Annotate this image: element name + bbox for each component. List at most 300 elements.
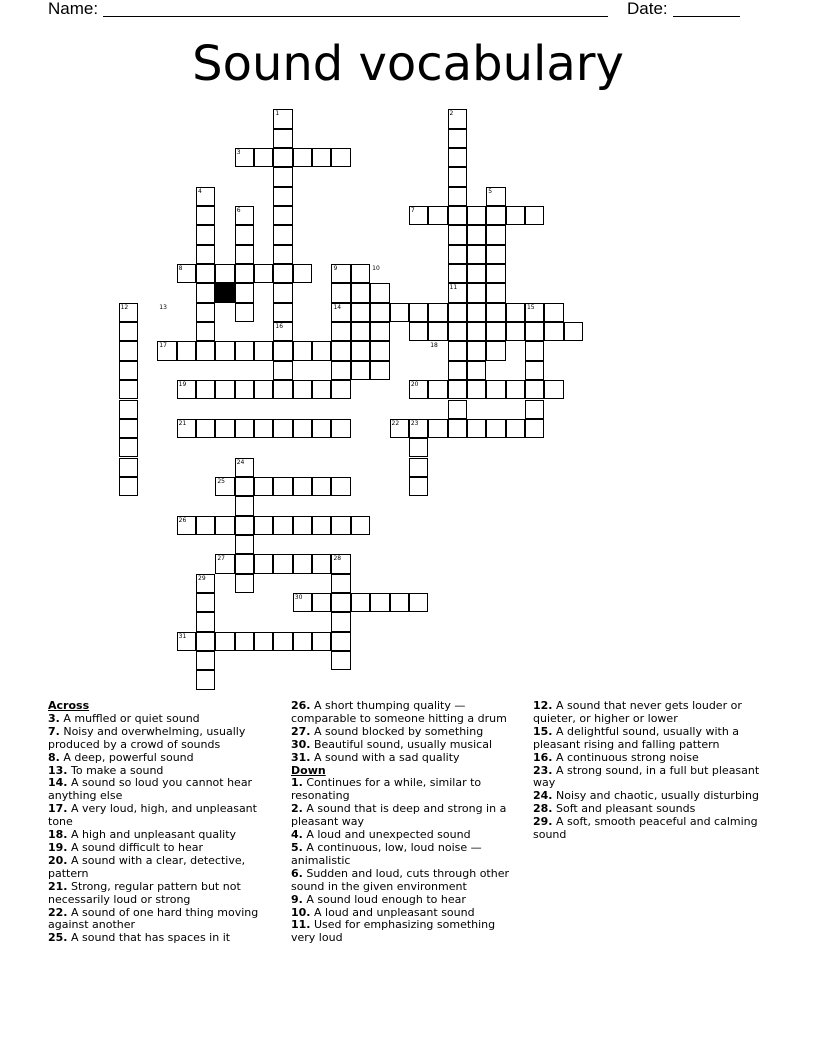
grid-cell[interactable] <box>448 322 467 341</box>
grid-cell[interactable] <box>312 554 331 573</box>
clue-text: A very loud, high, and unpleasant tone <box>48 802 257 829</box>
clue-text: A sound that never gets louder or quieter, or higher or lower <box>533 699 742 725</box>
clue <box>48 932 278 945</box>
grid-cell[interactable] <box>119 361 138 380</box>
grid-cell[interactable] <box>215 516 234 535</box>
grid-cell[interactable] <box>351 322 370 341</box>
grid-cell[interactable] <box>235 264 254 283</box>
grid-cell[interactable] <box>196 380 215 399</box>
clue-number: 31 <box>178 632 187 640</box>
grid-cell[interactable] <box>196 303 215 322</box>
grid-cell[interactable] <box>564 322 583 341</box>
grid-cell[interactable] <box>273 264 292 283</box>
clue-number-label: 3. <box>48 711 60 725</box>
grid-cell[interactable] <box>486 225 505 244</box>
grid-cell[interactable] <box>331 283 350 302</box>
clue-number-label: 13. <box>48 763 68 777</box>
clue-text: A soft, smooth peaceful and calming sound <box>533 815 758 842</box>
clue-number: 24 <box>236 458 245 466</box>
grid-cell[interactable] <box>254 264 273 283</box>
grid-cell[interactable] <box>235 496 254 515</box>
clue-number: 21 <box>178 419 187 427</box>
grid-cell[interactable] <box>428 303 447 322</box>
grid-cell[interactable] <box>119 458 138 477</box>
clue-text: A short thumping quality — comparable to someone hitting a drum <box>291 699 507 725</box>
grid-cell[interactable] <box>467 206 486 225</box>
grid-cell[interactable] <box>273 477 292 496</box>
clues-column-3 <box>533 700 763 842</box>
grid-cell[interactable] <box>215 380 234 399</box>
grid-cell[interactable] <box>119 419 138 438</box>
grid-cell[interactable] <box>467 361 486 380</box>
grid-cell[interactable] <box>196 632 215 651</box>
clue-number: 30 <box>294 594 303 601</box>
grid-cell[interactable] <box>331 148 350 167</box>
grid-cell[interactable] <box>273 148 292 167</box>
clue <box>533 765 763 791</box>
grid-cell[interactable] <box>370 283 389 302</box>
clue-number-label: 2. <box>291 802 303 816</box>
grid-cell[interactable] <box>254 419 273 438</box>
clue-number: 14 <box>333 303 342 311</box>
black-square <box>215 283 234 302</box>
across-clue-list <box>48 713 278 945</box>
grid-cell[interactable] <box>273 632 292 651</box>
grid-cell[interactable] <box>409 438 428 457</box>
grid-cell[interactable] <box>235 477 254 496</box>
grid-cell[interactable] <box>273 283 292 302</box>
clue-text: Continues for a while, similar to resonating <box>291 776 482 803</box>
grid-cell[interactable] <box>273 554 292 573</box>
grid-cell[interactable] <box>273 341 292 360</box>
grid-cell[interactable] <box>467 245 486 264</box>
grid-cell[interactable] <box>486 341 505 360</box>
grid-cell[interactable] <box>254 380 273 399</box>
clue-number: 11 <box>449 284 458 292</box>
grid-cell[interactable] <box>312 516 331 535</box>
grid-cell[interactable] <box>196 341 215 360</box>
grid-cell[interactable] <box>390 593 409 612</box>
clue-text: A sound loud enough to hear <box>302 892 466 906</box>
grid-cell[interactable] <box>331 574 350 593</box>
clue-text: A delightful sound, usually with a pleasant rising and falling pattern <box>533 724 740 751</box>
clue-number-label: 4. <box>291 828 303 842</box>
clue-number: 17 <box>159 342 167 350</box>
grid-cell[interactable] <box>254 341 273 360</box>
grid-cell[interactable] <box>351 303 370 322</box>
clue-number: 6 <box>236 207 241 214</box>
grid-cell[interactable] <box>351 593 370 612</box>
clue-text: A sound with a clear, detective, pattern <box>48 853 246 880</box>
grid-cell[interactable] <box>331 380 350 399</box>
clue-text: Strong, regular pattern but not necessarily loud or strong <box>48 879 241 906</box>
grid-cell[interactable] <box>235 341 254 360</box>
clue-number: 12 <box>120 303 129 311</box>
grid-cell[interactable] <box>506 380 525 399</box>
grid-cell[interactable] <box>196 322 215 341</box>
grid-cell[interactable] <box>409 322 428 341</box>
clue-number: 23 <box>410 419 419 427</box>
grid-cell[interactable] <box>486 283 505 302</box>
clue-number-label: 22. <box>48 905 68 919</box>
grid-cell[interactable] <box>525 361 544 380</box>
clue-number-label: 1. <box>291 776 303 790</box>
grid-cell[interactable] <box>467 283 486 302</box>
grid-cell[interactable] <box>273 245 292 264</box>
clue-number: 19 <box>178 381 187 389</box>
grid-cell[interactable] <box>486 380 505 399</box>
grid-cell[interactable] <box>506 303 525 322</box>
name-label: Name: <box>48 0 99 18</box>
clue-number-label: 14. <box>48 776 68 790</box>
grid-cell[interactable] <box>448 419 467 438</box>
grid-cell[interactable] <box>293 554 312 573</box>
grid-cell[interactable] <box>312 380 331 399</box>
grid-cell[interactable] <box>235 516 254 535</box>
clue <box>533 700 763 726</box>
clue-number: 28 <box>333 555 342 563</box>
clue-number: 9 <box>333 265 338 273</box>
grid-cell[interactable] <box>448 167 467 186</box>
grid-cell[interactable] <box>312 632 331 651</box>
grid-cell[interactable] <box>119 400 138 419</box>
grid-cell[interactable] <box>312 341 331 360</box>
clue-number: 25 <box>217 477 225 485</box>
grid-cell[interactable] <box>215 264 234 283</box>
clue-number: 29 <box>198 574 206 582</box>
clue-number: 13 <box>159 303 167 311</box>
grid-cell[interactable] <box>544 380 563 399</box>
clue-number-label: 10. <box>291 905 311 919</box>
grid-cell[interactable] <box>506 206 525 225</box>
grid-cell[interactable] <box>235 419 254 438</box>
grid-cell[interactable] <box>293 264 312 283</box>
clue <box>48 777 278 803</box>
grid-cell[interactable] <box>428 206 447 225</box>
clue-number-label: 28. <box>533 802 553 816</box>
grid-cell[interactable] <box>525 419 544 438</box>
grid-cell[interactable] <box>448 380 467 399</box>
grid-cell[interactable] <box>177 341 196 360</box>
clue-number-label: 29. <box>533 815 553 829</box>
grid-cell[interactable] <box>331 516 350 535</box>
clue-number-label: 23. <box>533 763 553 777</box>
grid-cell[interactable] <box>486 419 505 438</box>
grid-cell[interactable] <box>196 651 215 670</box>
grid-cell[interactable] <box>312 477 331 496</box>
grid-cell[interactable] <box>544 303 563 322</box>
grid-cell[interactable] <box>273 225 292 244</box>
grid-cell[interactable] <box>196 206 215 225</box>
grid-cell[interactable] <box>409 477 428 496</box>
grid-cell[interactable] <box>525 380 544 399</box>
clue-number: 10 <box>372 265 380 273</box>
clue-number: 22 <box>391 419 400 427</box>
clue-number: 20 <box>410 381 419 389</box>
down-heading: Down <box>291 763 326 777</box>
clue-text: A continuous strong noise <box>552 750 699 764</box>
grid-cell[interactable] <box>409 458 428 477</box>
grid-cell[interactable] <box>448 400 467 419</box>
grid-cell[interactable] <box>215 632 234 651</box>
grid-cell[interactable] <box>390 303 409 322</box>
clue-number-label: 15. <box>533 724 553 738</box>
clue-number: 2 <box>449 110 454 118</box>
grid-cell[interactable] <box>196 516 215 535</box>
grid-cell[interactable] <box>273 206 292 225</box>
down-clue-list-continued <box>533 700 763 842</box>
grid-cell[interactable] <box>448 148 467 167</box>
grid-cell[interactable] <box>409 303 428 322</box>
clue-number-label: 18. <box>48 828 68 842</box>
grid-cell[interactable] <box>351 264 370 283</box>
grid-cell[interactable] <box>293 419 312 438</box>
clue-text: Beautiful sound, usually musical <box>310 737 493 751</box>
down-clue-list <box>291 777 521 945</box>
grid-cell[interactable] <box>448 361 467 380</box>
clue-number-label: 20. <box>48 853 68 867</box>
grid-cell[interactable] <box>448 129 467 148</box>
grid-cell[interactable] <box>486 303 505 322</box>
grid-cell[interactable] <box>273 361 292 380</box>
clue <box>48 907 278 933</box>
clue <box>291 700 521 726</box>
grid-cell[interactable] <box>273 187 292 206</box>
grid-cell[interactable] <box>273 303 292 322</box>
clue-number-label: 12. <box>533 699 553 712</box>
grid-cell[interactable] <box>196 670 215 689</box>
grid-cell[interactable] <box>448 245 467 264</box>
clue-text: A sound of one hard thing moving against another <box>48 905 259 932</box>
clue <box>291 919 521 945</box>
grid-cell[interactable] <box>119 322 138 341</box>
grid-cell[interactable] <box>196 264 215 283</box>
grid-cell[interactable] <box>312 419 331 438</box>
grid-cell[interactable] <box>544 322 563 341</box>
clue <box>48 881 278 907</box>
grid-cell[interactable] <box>351 341 370 360</box>
clue-number: 4 <box>198 187 202 195</box>
clue-text: A muffled or quiet sound <box>59 711 200 725</box>
grid-cell[interactable] <box>254 516 273 535</box>
clue-number-label: 6. <box>291 866 303 880</box>
clue-text: A sound difficult to hear <box>67 840 204 854</box>
grid-cell[interactable] <box>312 148 331 167</box>
clue <box>291 868 521 894</box>
grid-cell[interactable] <box>235 554 254 573</box>
grid-cell[interactable] <box>525 322 544 341</box>
clue-number-label: 11. <box>291 918 311 932</box>
grid-cell[interactable] <box>331 419 350 438</box>
clue-text: A sound that is deep and strong in a pleasant way <box>291 802 507 829</box>
clue <box>48 855 278 881</box>
clue-number-label: 9. <box>291 892 303 906</box>
grid-cell[interactable] <box>196 225 215 244</box>
grid-cell[interactable] <box>215 419 234 438</box>
grid-cell[interactable] <box>293 148 312 167</box>
grid-cell[interactable] <box>235 225 254 244</box>
grid-cell[interactable] <box>467 380 486 399</box>
grid-cell[interactable] <box>293 380 312 399</box>
grid-cell[interactable] <box>119 341 138 360</box>
grid-cell[interactable] <box>370 341 389 360</box>
grid-cell[interactable] <box>235 283 254 302</box>
clue-number-label: 27. <box>291 724 311 738</box>
across-heading: Across <box>48 699 90 712</box>
grid-cell[interactable] <box>467 419 486 438</box>
grid-cell[interactable] <box>331 632 350 651</box>
grid-cell[interactable] <box>351 516 370 535</box>
clue-number-label: 8. <box>48 750 60 764</box>
grid-cell[interactable] <box>331 341 350 360</box>
grid-cell[interactable] <box>525 206 544 225</box>
clue-number-label: 26. <box>291 699 311 712</box>
grid-cell[interactable] <box>215 341 234 360</box>
clue-text: Soft and pleasant sounds <box>552 802 696 816</box>
clue-text: A high and unpleasant quality <box>67 828 237 842</box>
grid-cell[interactable] <box>254 477 273 496</box>
grid-cell[interactable] <box>525 341 544 360</box>
clue-text: A deep, powerful sound <box>59 750 194 764</box>
grid-cell[interactable] <box>235 632 254 651</box>
clue-text: To make a sound <box>67 763 164 777</box>
clue-text: A continuous, low, loud noise — animalistic <box>291 840 482 867</box>
clue-number: 7 <box>410 207 415 214</box>
grid-cell[interactable] <box>486 322 505 341</box>
clue-number-label: 19. <box>48 840 68 854</box>
grid-cell[interactable] <box>254 148 273 167</box>
grid-cell[interactable] <box>448 303 467 322</box>
grid-cell[interactable] <box>331 651 350 670</box>
grid-cell[interactable] <box>525 400 544 419</box>
clue-number: 8 <box>178 265 183 273</box>
grid-cell[interactable] <box>293 632 312 651</box>
grid-cell[interactable] <box>331 593 350 612</box>
clue-text: A sound with a sad quality <box>310 750 460 764</box>
clue-text: A loud and unpleasant sound <box>310 905 475 919</box>
grid-cell[interactable] <box>506 322 525 341</box>
grid-cell[interactable] <box>370 361 389 380</box>
clue-number: 18 <box>430 342 438 350</box>
grid-cell[interactable] <box>486 264 505 283</box>
grid-cell[interactable] <box>448 264 467 283</box>
grid-cell[interactable] <box>331 477 350 496</box>
grid-cell[interactable] <box>428 419 447 438</box>
grid-cell[interactable] <box>254 554 273 573</box>
grid-cell[interactable] <box>351 361 370 380</box>
clue-number: 1 <box>275 110 280 118</box>
grid-cell[interactable] <box>196 593 215 612</box>
grid-cell[interactable] <box>273 129 292 148</box>
grid-cell[interactable] <box>273 167 292 186</box>
grid-cell[interactable] <box>428 322 447 341</box>
grid-cell[interactable] <box>448 187 467 206</box>
grid-cell[interactable] <box>312 593 331 612</box>
grid-cell[interactable] <box>119 438 138 457</box>
grid-cell[interactable] <box>467 225 486 244</box>
clues-column-1 <box>48 700 278 945</box>
clue-number-label: 30. <box>291 737 311 751</box>
grid-cell[interactable] <box>273 516 292 535</box>
grid-cell[interactable] <box>235 303 254 322</box>
page-title: Sound vocabulary <box>192 36 624 92</box>
grid-cell[interactable] <box>331 612 350 631</box>
clue <box>291 803 521 829</box>
grid-cell[interactable] <box>119 380 138 399</box>
grid-cell[interactable] <box>506 419 525 438</box>
grid-cell[interactable] <box>370 593 389 612</box>
grid-cell[interactable] <box>351 283 370 302</box>
clue-number-label: 17. <box>48 802 68 816</box>
grid-cell[interactable] <box>331 361 350 380</box>
grid-cell[interactable] <box>196 612 215 631</box>
clue-number: 16 <box>275 323 284 331</box>
clue-number-label: 7. <box>48 724 60 738</box>
grid-cell[interactable] <box>428 380 447 399</box>
clue-number-label: 31. <box>291 750 311 764</box>
clue-text: Sudden and loud, cuts through other sound in the given environment <box>291 866 510 893</box>
grid-cell[interactable] <box>293 341 312 360</box>
grid-cell[interactable] <box>448 206 467 225</box>
clue-text: A sound that has spaces in it <box>67 931 231 945</box>
grid-cell[interactable] <box>467 322 486 341</box>
grid-cell[interactable] <box>196 419 215 438</box>
grid-cell[interactable] <box>273 419 292 438</box>
grid-cell[interactable] <box>196 245 215 264</box>
clue-text: Noisy and overwhelming, usually produced by a crowd of sounds <box>48 724 246 751</box>
grid-cell[interactable] <box>293 516 312 535</box>
across-clue-list-continued <box>291 700 521 765</box>
clue-number: 3 <box>236 148 241 156</box>
date-label: Date: <box>627 0 668 18</box>
grid-cell[interactable] <box>370 322 389 341</box>
clue <box>48 803 278 829</box>
grid-cell[interactable] <box>370 303 389 322</box>
grid-cell[interactable] <box>331 322 350 341</box>
grid-cell[interactable] <box>196 283 215 302</box>
clue-number: 26 <box>178 516 187 524</box>
clue-number: 15 <box>526 303 535 311</box>
clue-number-label: 16. <box>533 750 553 764</box>
clues-column-2 <box>291 700 521 945</box>
grid-cell[interactable] <box>467 341 486 360</box>
clue-number-label: 21. <box>48 879 68 893</box>
grid-cell[interactable] <box>448 341 467 360</box>
grid-cell[interactable] <box>235 245 254 264</box>
grid-cell[interactable] <box>119 477 138 496</box>
grid-cell[interactable] <box>235 535 254 554</box>
grid-cell[interactable] <box>254 632 273 651</box>
grid-cell[interactable] <box>486 206 505 225</box>
grid-cell[interactable] <box>293 477 312 496</box>
clue-number-label: 25. <box>48 931 68 945</box>
grid-cell[interactable] <box>486 245 505 264</box>
grid-cell[interactable] <box>235 380 254 399</box>
clue-text: Noisy and chaotic, usually disturbing <box>552 789 759 803</box>
clue-text: A sound so loud you cannot hear anything else <box>48 776 253 803</box>
grid-cell[interactable] <box>235 574 254 593</box>
clue-number-label: 24. <box>533 789 553 803</box>
grid-cell[interactable] <box>448 225 467 244</box>
grid-cell[interactable] <box>273 380 292 399</box>
grid-cell[interactable] <box>467 303 486 322</box>
clue-number-label: 5. <box>291 840 303 854</box>
grid-cell[interactable] <box>467 264 486 283</box>
grid-cell[interactable] <box>409 593 428 612</box>
clue-number: 5 <box>488 187 493 195</box>
clue-text: A sound blocked by something <box>310 724 484 738</box>
clue <box>291 777 521 803</box>
